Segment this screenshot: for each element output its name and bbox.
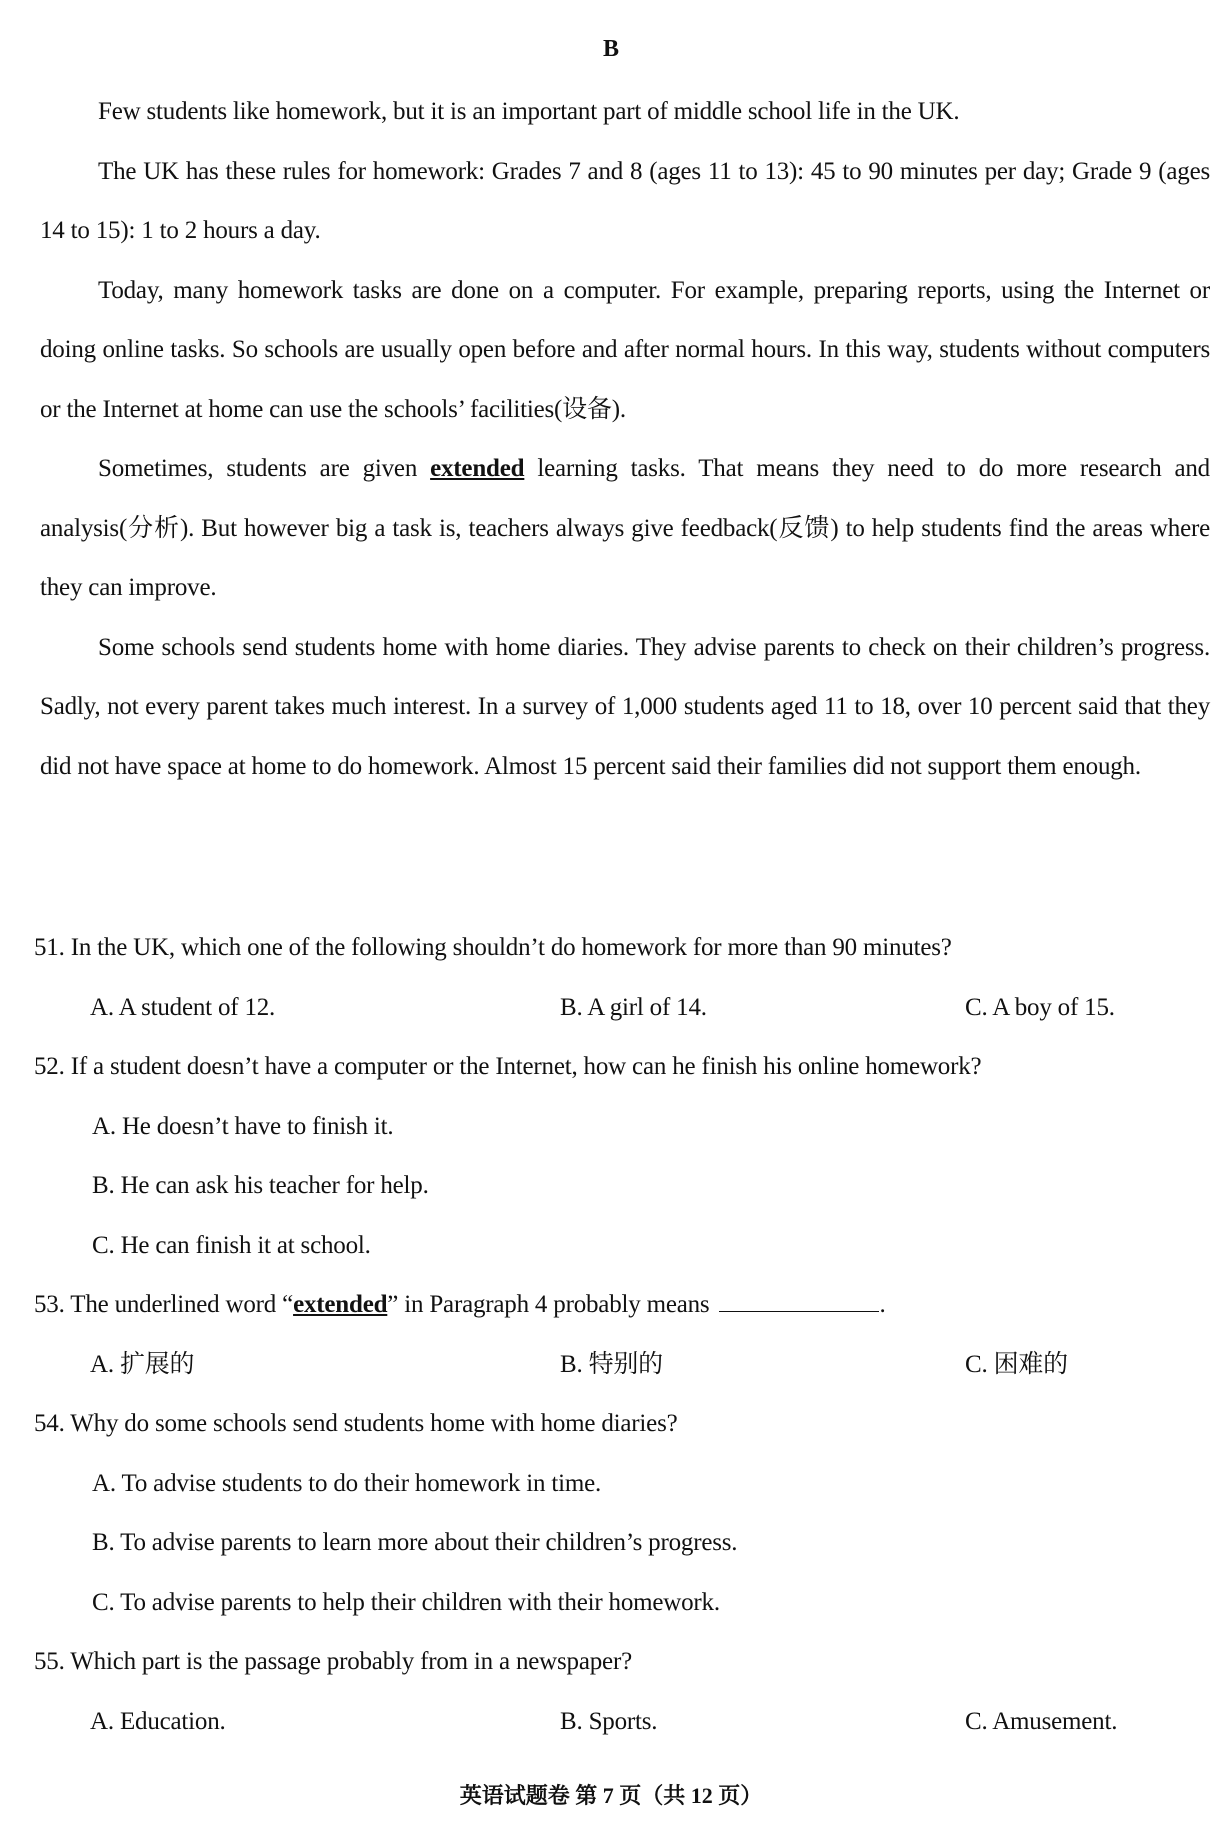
options-row (34, 1335, 1210, 1395)
question-stem: 51. In the UK, which one of the following shouldn’t do homework for more than 90 minutes? (34, 934, 952, 961)
passage-p4-before: Sometimes, students are given (98, 455, 431, 482)
question-stem: 55. Which part is the passage probably from in a newspaper? (34, 1648, 632, 1675)
options-row (34, 1692, 1210, 1752)
answer-blank (719, 1289, 879, 1312)
option-a: A. 扩展的 (90, 1350, 195, 1378)
stem-after: ” in Paragraph 4 probably means (387, 1291, 710, 1318)
option-b: B. 特别的 (560, 1350, 663, 1378)
option-a: A. He doesn’t have to finish it. (92, 1112, 394, 1140)
question-list (34, 918, 1210, 1751)
question-stem: 54. Why do some schools send students home with home diaries? (34, 1410, 678, 1437)
passage-p4-after: learning tasks. That means they need to do more research and analysis(分析). But however big a task is, teachers always give feedback(反馈) to help students find the areas where they can improve. (40, 455, 1210, 601)
question-52 (34, 1037, 1210, 1275)
question-stem: 52. If a student doesn’t have a computer or the Internet, how can he finish his online homework? (34, 1053, 982, 1080)
passage-paragraph-2: The UK has these rules for homework: Grades 7 and 8 (ages 11 to 13): 45 to 90 minutes per day; Grade 9 (ages 14 to 15): 1 to 2 hours a day. (40, 157, 1210, 244)
option-a: A. Education. (90, 1707, 226, 1735)
passage-paragraph-1: Few students like homework, but it is an important part of middle school life in the UK. (98, 98, 960, 125)
option-a: A. To advise students to do their homework in time. (92, 1469, 602, 1497)
option-b: B. A girl of 14. (560, 993, 707, 1021)
question-55 (34, 1632, 1210, 1751)
option-b: B. To advise parents to learn more about their children’s progress. (92, 1529, 738, 1556)
passage-paragraph-3: Today, many homework tasks are done on a computer. For example, preparing reports, using the Internet or doing online tasks. So schools are usually open before and after normal hours. In this way, students without computers or the Internet at home can use the schools’ facilities(设备). (40, 276, 1210, 423)
underlined-word: extended (293, 1291, 388, 1318)
option-c: C. To advise parents to help their children with their homework. (92, 1588, 720, 1616)
question-54 (34, 1394, 1210, 1632)
stem-period: . (879, 1291, 886, 1318)
option-b: B. Sports. (560, 1707, 658, 1735)
question-51 (34, 918, 1210, 1037)
option-b: B. He can ask his teacher for help. (92, 1172, 429, 1199)
option-a: A. A student of 12. (90, 993, 276, 1021)
stem-before: 53. The underlined word “ (34, 1291, 294, 1318)
reading-passage (40, 82, 1210, 796)
passage-paragraph-4 (40, 439, 1210, 618)
passage-paragraph-5: Some schools send students home with home diaries. They advise parents to check on their children’s progress. Sadly, not every parent takes much interest. In a survey of 1,000 students aged 11 to 18, over 10 percent said that they did not have space at home to do homework. Almost 15 percent said their families did not support them enough. (40, 633, 1210, 780)
option-c: C. 困难的 (965, 1350, 1068, 1378)
question-stem (34, 1275, 1210, 1335)
question-53 (34, 1275, 1210, 1394)
options-row (34, 978, 1210, 1038)
underlined-word: extended (430, 455, 525, 482)
page-footer: 英语试题卷 第 7 页（共 12 页） (459, 1783, 763, 1808)
option-c: C. Amusement. (965, 1707, 1118, 1735)
option-c: C. A boy of 15. (965, 993, 1115, 1021)
section-title: B (602, 36, 619, 62)
option-c: C. He can finish it at school. (92, 1231, 371, 1259)
